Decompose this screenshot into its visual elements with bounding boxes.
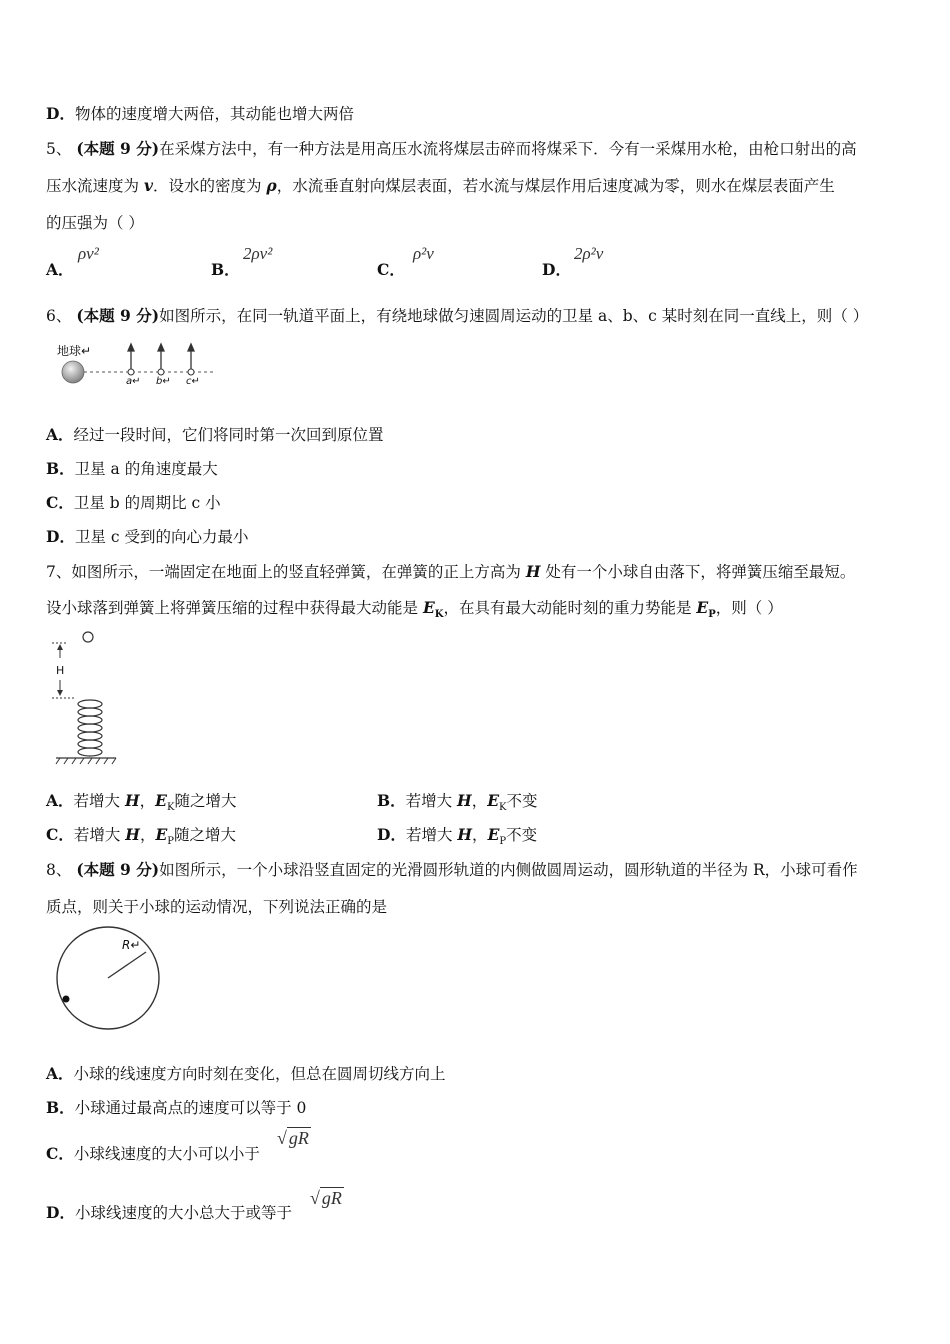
question-text: 如图所示，在同一轨道平面上，有绕地球做匀速圆周运动的卫星 a、b、c 某时刻在同一直线上，则（ ） <box>159 307 869 325</box>
option-label: B． <box>46 1098 75 1117</box>
question-number: 8、 <box>46 861 72 879</box>
q8-option-b <box>46 1096 306 1118</box>
ground-hatch-icon <box>56 758 116 764</box>
var-ek-sub: K <box>434 609 444 621</box>
option-text: 卫星 c 受到的向心力最小 <box>74 528 249 546</box>
q5-option-d-expr: 2ρ²v <box>574 244 604 263</box>
q5-option-a-expr: ρv² <box>78 244 99 263</box>
option-text: 若增大 <box>405 826 458 844</box>
question-tag: (本题 9 分) <box>76 139 160 158</box>
var-e: E <box>155 791 167 810</box>
var-sub: K <box>499 802 507 814</box>
option-label: B． <box>46 459 75 478</box>
satellite-b-icon <box>158 369 164 375</box>
spring-icon <box>78 700 102 756</box>
q6-option-c <box>46 491 221 513</box>
arrowhead-a-icon <box>128 344 134 351</box>
option-text: 若增大 <box>405 792 458 810</box>
var-ep-sub: P <box>708 609 716 621</box>
option-label: C． <box>46 1144 74 1163</box>
var-ep: E <box>696 598 709 617</box>
option-text: ， <box>471 792 488 810</box>
q5-option-c-expr: ρ²v <box>413 244 434 263</box>
option-text: 卫星 a 的角速度最大 <box>74 460 218 478</box>
var-h: H <box>125 825 140 844</box>
option-text: ， <box>139 792 156 810</box>
option-label: D． <box>46 104 75 123</box>
option-text: ， <box>472 826 488 844</box>
q7-option-b <box>377 789 538 813</box>
question-text: 压水流速度为 <box>46 177 144 195</box>
q6-satellite-figure <box>55 340 225 396</box>
sqrt-radicand: gR <box>288 1128 309 1148</box>
var-e: E <box>155 825 168 844</box>
option-text: 随之增大 <box>174 792 237 810</box>
option-text: 小球的线速度方向时刻在变化，但总在圆周切线方向上 <box>73 1065 446 1083</box>
arrowhead-c-icon <box>188 344 194 351</box>
q5-line1 <box>46 137 857 159</box>
q6-option-a <box>46 423 384 445</box>
arrowhead-down-icon <box>57 690 63 696</box>
satellite-c-icon <box>188 369 194 375</box>
var-v: v <box>143 176 153 195</box>
q5-line2 <box>46 174 835 196</box>
arrowhead-up-icon <box>57 644 63 650</box>
earth-label: 地球↵ <box>57 344 92 358</box>
sqrt-icon: √ gR <box>310 1188 342 1208</box>
radius-line <box>108 952 146 978</box>
var-sub: P <box>167 836 175 848</box>
q5-option-a <box>46 258 74 280</box>
satellite-c-label: c↵ <box>186 376 200 387</box>
var-sub: P <box>499 836 507 848</box>
option-text: 卫星 b 的周期比 c 小 <box>73 494 221 512</box>
q5-option-b <box>211 258 240 280</box>
option-label: B． <box>377 791 406 810</box>
option-text: 不变 <box>506 826 538 844</box>
var-ek: E <box>422 598 435 617</box>
satellite-a-label: a↵ <box>126 376 141 387</box>
q7-option-a <box>46 789 236 813</box>
option-label: D． <box>542 260 571 279</box>
var-h: H <box>457 825 473 844</box>
var-e: E <box>487 791 500 810</box>
question-text: ，水流垂直射向煤层表面，若水流与煤层作用后速度减为零，则水在煤层表面产生 <box>276 177 835 195</box>
q7-line2 <box>46 596 783 620</box>
question-number: 5、 <box>46 140 72 158</box>
ball-icon <box>83 632 93 642</box>
question-text: ．设水的密度为 <box>152 177 267 195</box>
question-text: ，在具有最大动能时刻的重力势能是 <box>443 599 697 617</box>
q6-option-b <box>46 457 218 479</box>
question-number: 6、 <box>46 307 72 325</box>
option-label: C． <box>46 493 74 512</box>
var-e: E <box>487 825 500 844</box>
satellite-a-icon <box>128 369 134 375</box>
earth-icon <box>62 361 84 383</box>
option-text: 小球线速度的大小可以小于 <box>73 1145 260 1163</box>
q7-option-d <box>377 823 537 847</box>
arrowhead-b-icon <box>158 344 164 351</box>
sqrt-radicand: gR <box>321 1188 342 1208</box>
option-label: A． <box>46 260 74 279</box>
question-text: ，则（ ） <box>715 599 783 617</box>
q8-option-d-expr <box>310 1188 344 1209</box>
q7-option-c <box>46 823 236 847</box>
circular-track-diagram <box>52 922 166 1034</box>
q8-circle-figure <box>52 922 166 1034</box>
option-text: 随之增大 <box>174 826 237 844</box>
option-label: D． <box>46 527 75 546</box>
q8-option-c-expr <box>277 1128 311 1149</box>
question-text: 如图所示，一个小球沿竖直固定的光滑圆形轨道的内侧做圆周运动，圆形轨道的半径为 R，小球可看作 <box>159 861 858 879</box>
ball-icon <box>63 996 70 1003</box>
question-tag: (本题 9 分) <box>76 306 160 325</box>
q4-option-d <box>46 102 354 124</box>
question-tag: (本题 9 分) <box>76 860 160 879</box>
question-number: 7、 <box>46 563 72 581</box>
satellite-b-label: b↵ <box>156 376 171 387</box>
option-text: 若增大 <box>73 792 125 810</box>
option-text: ， <box>139 826 156 844</box>
question-text: 在采煤方法中，有一种方法是用高压水流将煤层击碎而将煤采下．今有一采煤用水枪，由枪口射出的高 <box>159 140 857 158</box>
spring-diagram <box>52 628 122 768</box>
q8-line1 <box>46 858 858 880</box>
q6-line1 <box>46 304 868 326</box>
option-text: 经过一段时间，它们将同时第一次回到原位置 <box>73 426 384 444</box>
option-text: 小球线速度的大小总大于或等于 <box>74 1204 292 1222</box>
option-text: 不变 <box>506 792 538 810</box>
q5-line3 <box>46 211 144 233</box>
h-label: H <box>56 664 65 677</box>
option-label: C． <box>46 825 74 844</box>
radius-label: R↵ <box>122 938 141 952</box>
var-h: H <box>525 562 541 581</box>
option-label: A． <box>46 1064 74 1083</box>
q6-option-d <box>46 525 249 547</box>
option-label: D． <box>377 825 406 844</box>
var-sub: K <box>166 802 175 814</box>
q8-option-a <box>46 1062 446 1084</box>
q5-option-b-expr: 2ρv² <box>243 244 273 263</box>
q8-option-d <box>46 1201 292 1223</box>
option-text: 小球通过最高点的速度可以等于 0 <box>74 1099 307 1117</box>
option-label: C． <box>377 260 405 279</box>
question-text: 设小球落到弹簧上将弹簧压缩的过程中获得最大动能是 <box>46 599 423 617</box>
option-label: A． <box>46 791 74 810</box>
sqrt-icon: √ gR <box>277 1128 309 1148</box>
option-label: A． <box>46 425 74 444</box>
question-text: 如图所示，一端固定在地面上的竖直轻弹簧，在弹簧的正上方高为 <box>71 563 526 581</box>
option-label: B． <box>211 260 240 279</box>
q8-option-c <box>46 1142 260 1164</box>
q8-line2 <box>46 895 387 917</box>
q7-spring-figure <box>52 628 122 768</box>
var-rho: ρ <box>266 176 277 195</box>
q5-option-c <box>377 258 405 280</box>
option-text: 若增大 <box>73 826 126 844</box>
q7-line1 <box>46 560 855 582</box>
question-text: 处有一个小球自由落下，将弹簧压缩至最短。 <box>540 563 856 581</box>
question-text: 的压强为（ ） <box>46 214 144 232</box>
option-text: 物体的速度增大两倍，其动能也增大两倍 <box>74 105 354 123</box>
option-label: D． <box>46 1203 75 1222</box>
var-h: H <box>457 791 472 810</box>
var-h: H <box>124 791 140 810</box>
question-text: 质点，则关于小球的运动情况，下列说法正确的是 <box>46 898 388 916</box>
q5-option-d <box>542 258 571 280</box>
